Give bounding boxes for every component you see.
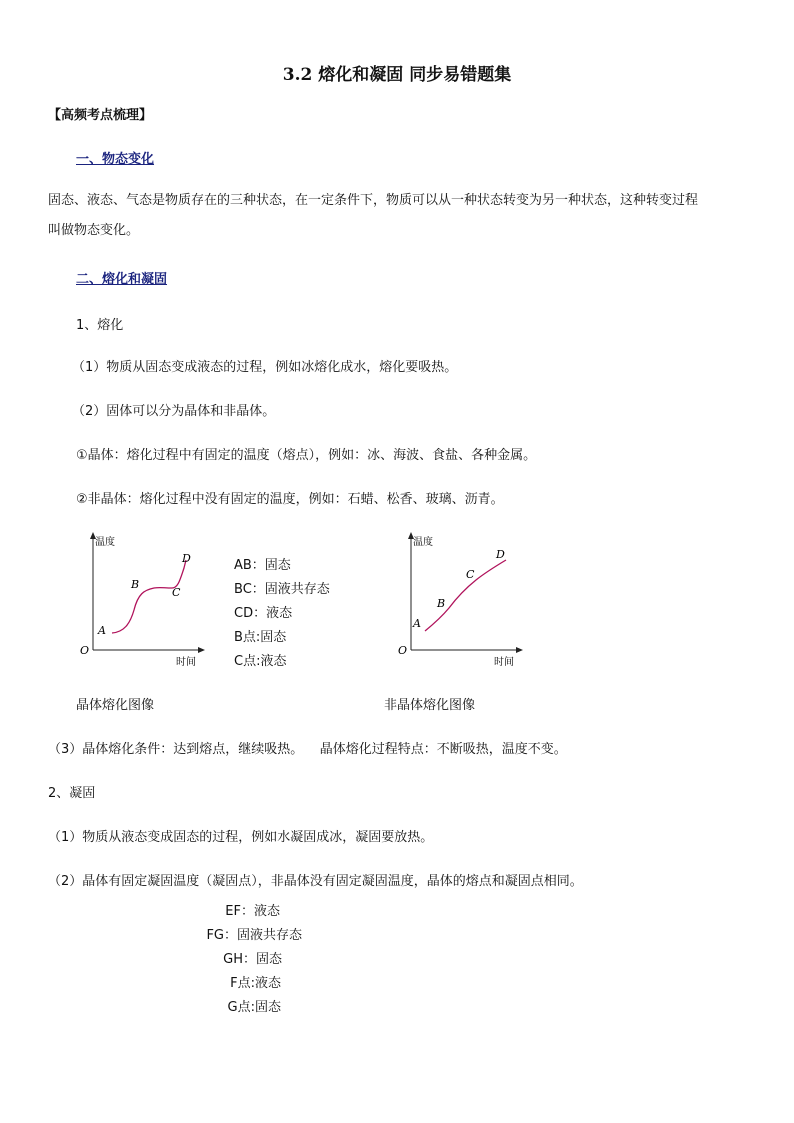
crystal-legend [234,554,364,669]
freezing-legend [180,900,310,1020]
crystal-melting-graph [76,530,206,670]
legend-item: G点:固态 [227,1000,281,1015]
point-label-b: B [131,578,140,591]
origin-label: O [398,644,408,657]
point-label-a: A [413,617,421,630]
point-label-a: A [98,624,106,637]
legend-item: GH：固态 [223,952,282,967]
legend-item: F点:液态 [230,976,281,991]
subheading-freezing: 2、凝固 [48,786,96,801]
y-axis-label: 温度 [95,537,115,548]
figure-caption-crystal: 晶体熔化图像 [76,698,155,713]
point-label-d: D [182,552,191,565]
paragraph-line: ①晶体：熔化过程中有固定的温度（熔点），例如：冰、海波、食盐、各种金属。 [76,448,537,463]
paragraph-line: （2）固体可以分为晶体和非晶体。 [72,404,276,419]
figure-caption-amorphous: 非晶体熔化图像 [384,698,476,713]
x-axis-label: 时间 [176,657,196,668]
legend-item: BC：固液共存态 [234,582,330,597]
legend-item: B点:固态 [234,630,287,645]
heading-state-change: 一、物态变化 [76,152,155,167]
paragraph-line: ②非晶体：熔化过程中没有固定的温度，例如：石蜡、松香、玻璃、沥青。 [76,492,504,507]
point-label-c: C [172,586,181,599]
section-header: 【高频考点梳理】 [48,108,153,123]
amorphous-melting-graph [394,530,524,670]
paragraph-line: 叫做物态变化。 [48,223,140,238]
x-axis-label: 时间 [494,657,514,668]
paragraph-line: （2）晶体有固定凝固温度（凝固点），非晶体没有固定凝固温度，晶体的熔点和凝固点相同。 [48,874,583,889]
paragraph-line: 固态、液态、气态是物质存在的三种状态，在一定条件下，物质可以从一种状态转变为另一种状态，这种转变过程 [48,193,699,208]
page-title: 3.2 熔化和凝固 同步易错题集 [282,65,512,85]
paragraph-line: （1）物质从液态变成固态的过程，例如水凝固成冰，凝固要放热。 [48,830,434,845]
legend-item: EF：液态 [225,904,280,919]
point-label-b: B [437,597,446,610]
point-label-d: D [496,548,505,561]
x-axis-arrow [516,647,523,653]
heading-melt-freeze: 二、熔化和凝固 [76,272,168,287]
legend-item: C点:液态 [234,654,287,669]
legend-item: AB：固态 [234,558,291,573]
paragraph-line: （3）晶体熔化条件：达到熔点，继续吸热。 晶体熔化过程特点：不断吸热，温度不变。 [48,742,567,757]
subheading-melting: 1、熔化 [76,318,124,333]
paragraph-line: （1）物质从固态变成液态的过程，例如冰熔化成水，熔化要吸热。 [72,360,458,375]
legend-item: CD：液态 [234,606,293,621]
origin-label: O [80,644,90,657]
y-axis-label: 温度 [413,537,433,548]
legend-item: FG：固液共存态 [206,928,302,943]
x-axis-arrow [198,647,205,653]
point-label-c: C [466,568,475,581]
